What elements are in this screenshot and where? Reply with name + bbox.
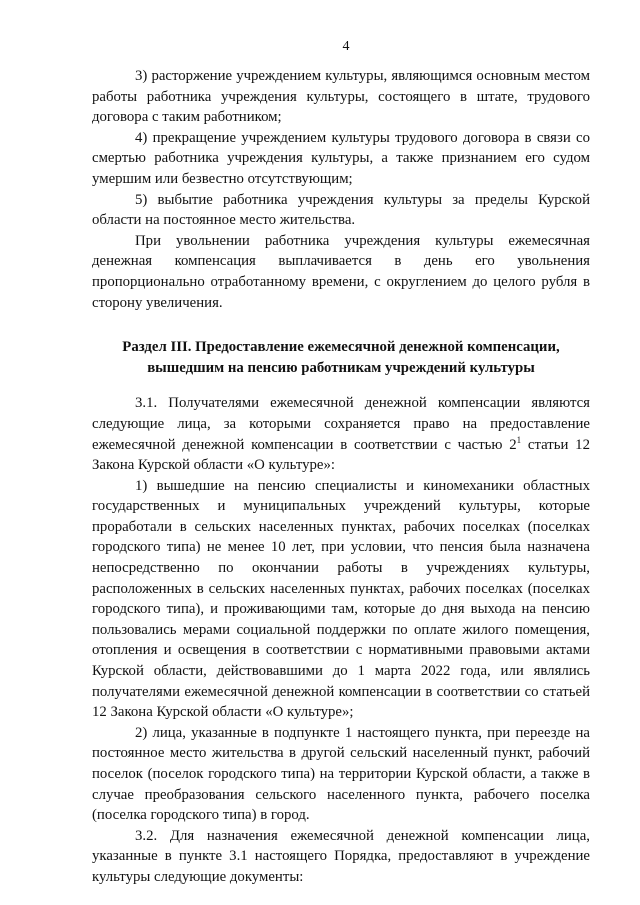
paragraph-item-5: 5) выбытие работника учреждения культуры за пределы Курской области на постоянное место жительства. (92, 191, 590, 229)
subclause-2: 2) лица, указанные в подпункте 1 настоящего пункта, при переезде на постоянное место жительства в другой сельский населенный пункт, рабочий поселок (поселок городского типа) на территории Курской области, а также в случае преобразования сельского населенного пункта, рабочего поселка (поселка городского типа) в город. (92, 724, 590, 824)
paragraph-dismissal: При увольнении работника учреждения культуры ежемесячная денежная компенсация выплачивается в день его увольнения пропорционально отработанному времени, с округлением до целого рубля в сторону увеличения. (92, 232, 590, 311)
paragraph-item-4: 4) прекращение учреждением культуры трудового договора в связи со смертью работника учреждения культуры, а также признанием его судом умершим или безвестно отсутствующим; (92, 129, 590, 187)
paragraph-item-3: 3) расторжение учреждением культуры, являющимся основным местом работы работника учреждения культуры, состоящего в штате, трудового договора с таким работником; (92, 68, 590, 126)
page-number: 4 (342, 39, 350, 54)
clause-3-1-text-end: статьи 12 Закона Курской области «О культуре»: (92, 436, 590, 474)
section-heading-line-2: вышедшим на пенсию работникам учреждений культуры (147, 359, 535, 376)
clause-3-1-text: 3.1. Получателями ежемесячной денежной компенсации являются следующие лица, за которыми сохраняется право на предоставление ежемесячной денежной компенсации в соответствии с частью 2 (92, 395, 590, 453)
clause-3-1-superscript: 1 (516, 434, 522, 445)
section-heading-line-1: Раздел III. Предоставление ежемесячной денежной компенсации, (122, 339, 560, 356)
clause-3-2: 3.2. Для назначения ежемесячной денежной компенсации лица, указанные в пункте 3.1 настоящего Порядка, предоставляют в учреждение культуры следующие документы: (92, 827, 590, 885)
subclause-1: 1) вышедшие на пенсию специалисты и киномеханики областных государственных и муниципальных учреждений культуры, которые проработали в сельских населенных пунктах, рабочих поселках (поселках городского типа) не менее 10 лет, при условии, что пенсия была назначена непосредственно по окончании работы в учреждениях культуры, расположенных в сельских населенных пунктах, рабочих поселках (поселках городского типа), и проживающими там, которые до дня выхода на пенсию пользовались мерами социальной поддержки по оплате жилого помещения, отопления и освещения в соответствии с нормативными правовыми актами Курской области, действовавшими до 1 марта 2022 года, или являлись получателями ежемесячной денежной компенсации в соответствии со статьей 12 Закона Курской области «О культуре»; (92, 477, 590, 721)
clause-3-1 (92, 393, 590, 475)
section-heading (92, 337, 590, 378)
